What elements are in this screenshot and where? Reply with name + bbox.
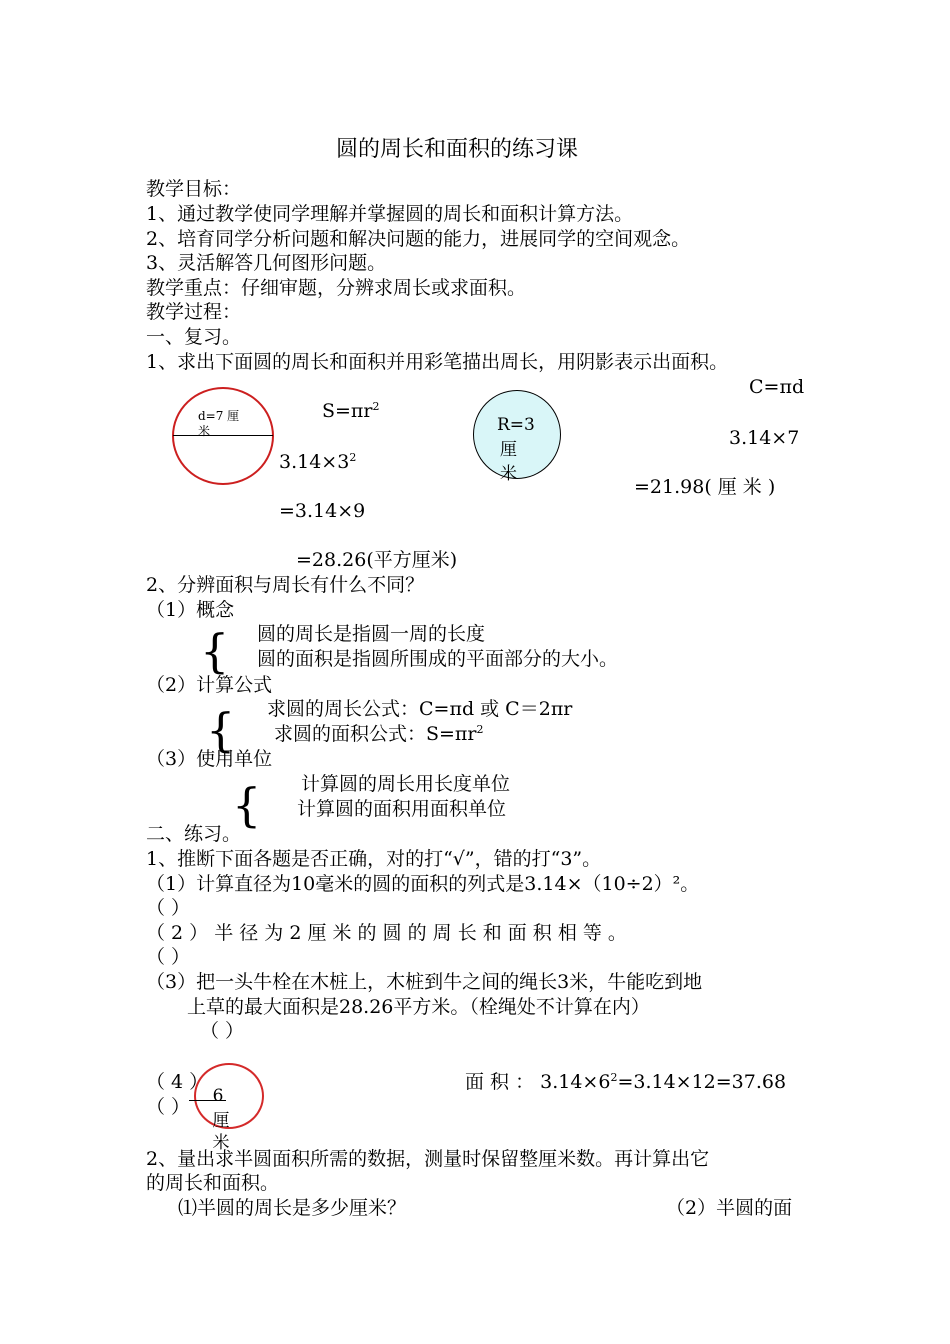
answer-bracket: （ ） xyxy=(146,897,191,919)
review-task: 1、求出下面圆的周长和面积并用彩笔描出周长，用阴影表示出面积。 xyxy=(146,351,729,373)
brace-icon: { xyxy=(232,778,262,832)
circle3-label: 米 xyxy=(212,1133,230,1153)
circle3-label: 6 xyxy=(212,1086,224,1106)
item4-formula: 面 积 ： $3.14\times 6^2=3.14\times 12=37.68$ xyxy=(465,1071,787,1093)
concept-line: 圆的周长是指圆一周的长度 xyxy=(257,623,486,645)
concept-label: （1）概念 xyxy=(146,599,235,621)
goal-item: 3、灵活解答几何图形问题。 xyxy=(146,252,387,274)
q2-sub: （2）半圆的面 xyxy=(666,1197,793,1219)
practice-item: （ 2 ） 半 径 为 2 厘 米 的 圆 的 周 长 和 面 积 相 等 。 xyxy=(146,922,627,944)
practice-q2: 的周长和面积。 xyxy=(146,1172,280,1194)
area-formula: $S=\pi r^2$ xyxy=(322,400,380,422)
practice-item: （1）计算直径为10毫米的圆的面积的列式是3.14×（10÷2）²。 xyxy=(146,873,700,895)
page-title: 圆的周长和面积的练习课 xyxy=(336,137,579,162)
circle2-label: R=3 xyxy=(497,415,535,435)
formula-line: 求圆的面积公式：$S=\pi r^2$ xyxy=(274,723,484,745)
brace-icon: { xyxy=(200,624,230,678)
diameter-line xyxy=(173,435,273,436)
formula-line: 求圆的周长公式：C=πd 或 C＝2πr xyxy=(267,698,573,720)
goals-heading: 教学目标： xyxy=(146,178,242,200)
circle2-label: 米 xyxy=(500,464,517,484)
circle1-label-top: d=7 厘 xyxy=(198,409,240,423)
practice-q1: 1、推断下面各题是否正确，对的打“√”，错的打“3”。 xyxy=(146,848,602,870)
practice-item-label: （ 4 ） xyxy=(146,1071,209,1093)
brace-icon: { xyxy=(206,703,236,757)
goal-item: 1、通过教学使同学理解并掌握圆的周长和面积计算方法。 xyxy=(146,203,634,225)
key-point: 教学重点：仔细审题，分辨求周长或求面积。 xyxy=(146,277,527,299)
circ-formula: C=πd xyxy=(749,376,805,398)
review-heading: 一、复习。 xyxy=(146,326,242,348)
unit-line: 计算圆的周长用长度单位 xyxy=(301,773,511,795)
circ-result: =21.98( 厘 米 ) xyxy=(634,476,776,498)
q2-sub: ⑴半圆的周长是多少厘米？ xyxy=(178,1197,407,1219)
practice-item: （3）把一头牛栓在木桩上，木桩到牛之间的绳长3米，牛能吃到地 xyxy=(146,971,703,993)
concept-line: 圆的面积是指圆所围成的平面部分的大小。 xyxy=(257,648,619,670)
goal-item: 2、培育同学分析问题和解决问题的能力，进展同学的空间观念。 xyxy=(146,228,691,250)
formula-label: （2）计算公式 xyxy=(146,674,273,696)
circle-diameter-7 xyxy=(172,387,274,485)
area-step2: =3.14×9 xyxy=(279,500,366,522)
answer-bracket: （ ） xyxy=(200,1020,245,1042)
circle2-label: 厘 xyxy=(500,440,517,460)
answer-bracket: （ ） xyxy=(146,1096,191,1118)
unit-line: 计算圆的面积用面积单位 xyxy=(297,798,507,820)
unit-label: （3）使用单位 xyxy=(146,748,273,770)
practice-heading: 二、练习。 xyxy=(146,823,242,845)
process-heading: 教学过程： xyxy=(146,301,242,323)
circle1-label-bottom: 米 xyxy=(198,424,211,438)
practice-q2: 2、量出求半圆面积所需的数据，测量时保留整厘米数。再计算出它 xyxy=(146,1148,710,1170)
area-result: =28.26(平方厘米) xyxy=(296,549,458,571)
difference-question: 2、分辨面积与周长有什么不同？ xyxy=(146,574,425,596)
circ-step1: 3.14×7 xyxy=(729,427,800,449)
circle3-label: 厘 xyxy=(212,1111,230,1131)
area-step1: $3.14\times 3^2$ xyxy=(279,451,357,473)
practice-item: 上草的最大面积是28.26平方米。（栓绳处不计算在内） xyxy=(187,996,650,1018)
answer-bracket: （ ） xyxy=(146,946,191,968)
